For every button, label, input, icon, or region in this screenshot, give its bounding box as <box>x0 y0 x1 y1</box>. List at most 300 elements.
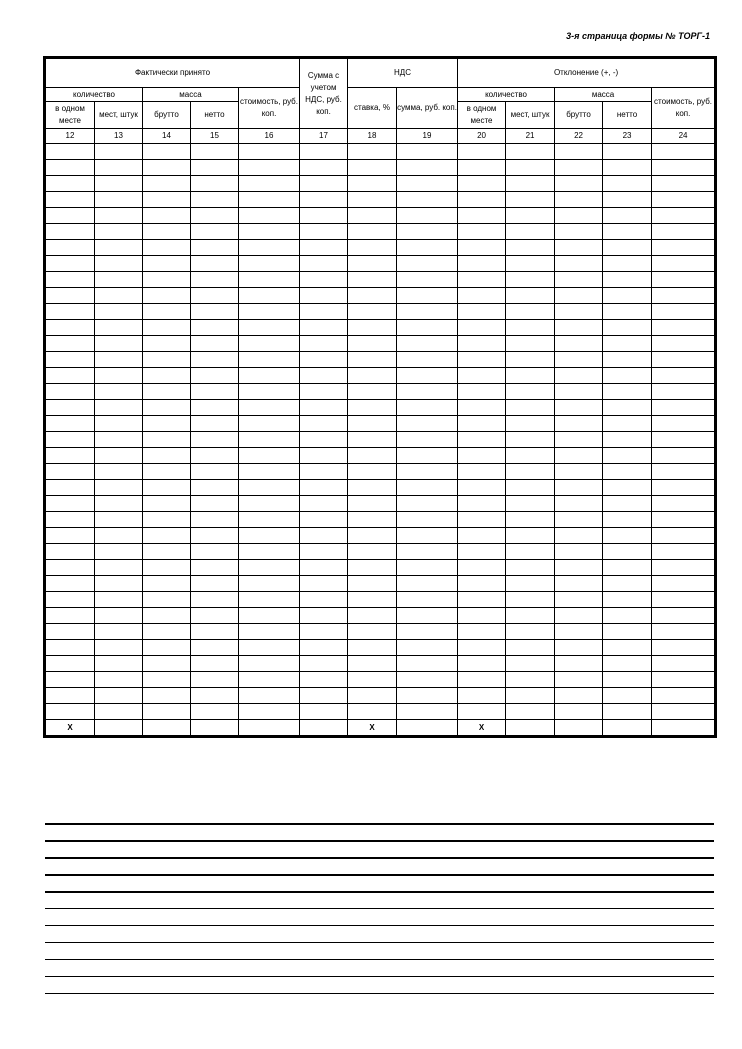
table-cell[interactable] <box>397 224 458 240</box>
table-cell[interactable] <box>555 576 603 592</box>
table-cell[interactable] <box>95 336 143 352</box>
table-cell[interactable] <box>348 560 397 576</box>
table-cell[interactable] <box>191 400 239 416</box>
table-cell[interactable] <box>652 560 715 576</box>
table-cell[interactable] <box>458 656 506 672</box>
table-cell[interactable] <box>191 208 239 224</box>
table-cell[interactable] <box>191 528 239 544</box>
table-cell[interactable] <box>143 144 191 160</box>
table-cell[interactable] <box>300 400 348 416</box>
table-cell[interactable] <box>300 384 348 400</box>
table-cell[interactable] <box>652 624 715 640</box>
table-cell[interactable] <box>191 272 239 288</box>
table-cell[interactable] <box>95 304 143 320</box>
table-cell[interactable] <box>143 592 191 608</box>
table-cell[interactable] <box>506 512 555 528</box>
table-cell[interactable] <box>506 448 555 464</box>
table-cell[interactable] <box>300 288 348 304</box>
table-cell[interactable] <box>603 544 652 560</box>
table-cell[interactable] <box>143 640 191 656</box>
table-cell[interactable] <box>95 208 143 224</box>
table-cell[interactable] <box>458 320 506 336</box>
table-cell[interactable] <box>652 272 715 288</box>
table-cell[interactable] <box>95 320 143 336</box>
table-cell[interactable] <box>506 336 555 352</box>
table-cell[interactable] <box>555 240 603 256</box>
table-cell[interactable] <box>603 368 652 384</box>
table-cell[interactable] <box>191 256 239 272</box>
total-cell[interactable] <box>555 720 603 736</box>
table-cell[interactable] <box>239 160 300 176</box>
table-cell[interactable] <box>348 368 397 384</box>
table-cell[interactable] <box>239 496 300 512</box>
table-cell[interactable] <box>652 224 715 240</box>
total-cell[interactable]: Х <box>46 720 95 736</box>
table-cell[interactable] <box>348 288 397 304</box>
table-cell[interactable] <box>300 144 348 160</box>
table-cell[interactable] <box>506 400 555 416</box>
table-cell[interactable] <box>458 496 506 512</box>
table-cell[interactable] <box>143 624 191 640</box>
table-cell[interactable] <box>458 288 506 304</box>
table-cell[interactable] <box>458 192 506 208</box>
table-cell[interactable] <box>300 272 348 288</box>
table-cell[interactable] <box>506 320 555 336</box>
table-cell[interactable] <box>300 512 348 528</box>
table-cell[interactable] <box>506 224 555 240</box>
table-cell[interactable] <box>191 544 239 560</box>
table-cell[interactable] <box>191 480 239 496</box>
table-cell[interactable] <box>191 416 239 432</box>
table-cell[interactable] <box>458 448 506 464</box>
table-cell[interactable] <box>603 688 652 704</box>
table-cell[interactable] <box>506 432 555 448</box>
table-cell[interactable] <box>46 176 95 192</box>
table-cell[interactable] <box>95 144 143 160</box>
table-cell[interactable] <box>652 160 715 176</box>
table-cell[interactable] <box>458 624 506 640</box>
table-cell[interactable] <box>397 704 458 720</box>
table-cell[interactable] <box>191 464 239 480</box>
table-cell[interactable] <box>458 336 506 352</box>
table-cell[interactable] <box>46 416 95 432</box>
table-cell[interactable] <box>506 688 555 704</box>
table-cell[interactable] <box>458 672 506 688</box>
table-cell[interactable] <box>95 400 143 416</box>
table-cell[interactable] <box>46 560 95 576</box>
table-cell[interactable] <box>95 464 143 480</box>
table-cell[interactable] <box>555 384 603 400</box>
table-cell[interactable] <box>348 336 397 352</box>
table-cell[interactable] <box>458 688 506 704</box>
table-cell[interactable] <box>458 352 506 368</box>
table-cell[interactable] <box>397 544 458 560</box>
table-cell[interactable] <box>95 560 143 576</box>
table-cell[interactable] <box>555 528 603 544</box>
table-cell[interactable] <box>95 640 143 656</box>
table-cell[interactable] <box>239 320 300 336</box>
table-cell[interactable] <box>397 192 458 208</box>
table-cell[interactable] <box>506 496 555 512</box>
table-cell[interactable] <box>95 288 143 304</box>
table-cell[interactable] <box>555 208 603 224</box>
table-cell[interactable] <box>652 288 715 304</box>
table-cell[interactable] <box>555 512 603 528</box>
table-cell[interactable] <box>397 608 458 624</box>
table-cell[interactable] <box>603 496 652 512</box>
table-cell[interactable] <box>191 432 239 448</box>
table-cell[interactable] <box>603 624 652 640</box>
table-cell[interactable] <box>555 640 603 656</box>
table-cell[interactable] <box>239 192 300 208</box>
table-cell[interactable] <box>397 656 458 672</box>
table-cell[interactable] <box>652 496 715 512</box>
table-cell[interactable] <box>603 480 652 496</box>
table-cell[interactable] <box>191 640 239 656</box>
table-cell[interactable] <box>458 480 506 496</box>
table-cell[interactable] <box>397 672 458 688</box>
table-cell[interactable] <box>239 336 300 352</box>
total-cell[interactable] <box>506 720 555 736</box>
table-cell[interactable] <box>397 464 458 480</box>
table-cell[interactable] <box>506 384 555 400</box>
table-cell[interactable] <box>95 496 143 512</box>
table-cell[interactable] <box>143 240 191 256</box>
table-cell[interactable] <box>652 176 715 192</box>
table-cell[interactable] <box>191 448 239 464</box>
table-cell[interactable] <box>300 160 348 176</box>
table-cell[interactable] <box>506 528 555 544</box>
table-cell[interactable] <box>397 592 458 608</box>
table-cell[interactable] <box>143 496 191 512</box>
total-cell[interactable] <box>300 720 348 736</box>
table-cell[interactable] <box>191 560 239 576</box>
table-cell[interactable] <box>239 640 300 656</box>
table-cell[interactable] <box>300 528 348 544</box>
table-cell[interactable] <box>46 656 95 672</box>
table-cell[interactable] <box>191 608 239 624</box>
table-cell[interactable] <box>652 304 715 320</box>
table-cell[interactable] <box>46 592 95 608</box>
table-cell[interactable] <box>348 576 397 592</box>
table-cell[interactable] <box>95 608 143 624</box>
table-cell[interactable] <box>555 272 603 288</box>
table-cell[interactable] <box>143 256 191 272</box>
table-cell[interactable] <box>300 464 348 480</box>
table-cell[interactable] <box>397 624 458 640</box>
table-cell[interactable] <box>46 384 95 400</box>
table-cell[interactable] <box>46 464 95 480</box>
table-cell[interactable] <box>603 224 652 240</box>
table-cell[interactable] <box>95 592 143 608</box>
total-cell[interactable] <box>603 720 652 736</box>
table-cell[interactable] <box>191 320 239 336</box>
table-cell[interactable] <box>458 208 506 224</box>
table-cell[interactable] <box>348 208 397 224</box>
table-cell[interactable] <box>652 416 715 432</box>
table-cell[interactable] <box>300 656 348 672</box>
table-cell[interactable] <box>239 464 300 480</box>
table-cell[interactable] <box>143 288 191 304</box>
table-cell[interactable] <box>555 256 603 272</box>
table-cell[interactable] <box>348 480 397 496</box>
table-cell[interactable] <box>191 656 239 672</box>
table-cell[interactable] <box>397 400 458 416</box>
table-cell[interactable] <box>143 512 191 528</box>
table-cell[interactable] <box>397 304 458 320</box>
table-cell[interactable] <box>603 640 652 656</box>
table-cell[interactable] <box>555 432 603 448</box>
total-cell[interactable] <box>143 720 191 736</box>
table-cell[interactable] <box>652 240 715 256</box>
table-cell[interactable] <box>46 512 95 528</box>
table-cell[interactable] <box>239 624 300 640</box>
table-cell[interactable] <box>46 272 95 288</box>
table-cell[interactable] <box>458 240 506 256</box>
table-cell[interactable] <box>603 464 652 480</box>
table-cell[interactable] <box>300 576 348 592</box>
table-cell[interactable] <box>95 368 143 384</box>
table-cell[interactable] <box>143 656 191 672</box>
table-cell[interactable] <box>300 208 348 224</box>
table-cell[interactable] <box>239 256 300 272</box>
table-cell[interactable] <box>603 400 652 416</box>
table-cell[interactable] <box>397 496 458 512</box>
table-cell[interactable] <box>191 288 239 304</box>
table-cell[interactable] <box>46 368 95 384</box>
table-cell[interactable] <box>458 272 506 288</box>
table-cell[interactable] <box>506 176 555 192</box>
table-cell[interactable] <box>555 544 603 560</box>
table-cell[interactable] <box>239 544 300 560</box>
table-cell[interactable] <box>95 272 143 288</box>
table-cell[interactable] <box>239 560 300 576</box>
table-cell[interactable] <box>239 208 300 224</box>
table-cell[interactable] <box>348 272 397 288</box>
table-cell[interactable] <box>397 368 458 384</box>
table-cell[interactable] <box>95 656 143 672</box>
table-cell[interactable] <box>555 176 603 192</box>
table-cell[interactable] <box>348 608 397 624</box>
table-cell[interactable] <box>239 608 300 624</box>
table-cell[interactable] <box>300 672 348 688</box>
table-cell[interactable] <box>506 368 555 384</box>
table-cell[interactable] <box>348 160 397 176</box>
table-cell[interactable] <box>46 480 95 496</box>
table-cell[interactable] <box>555 144 603 160</box>
table-cell[interactable] <box>191 672 239 688</box>
table-cell[interactable] <box>397 384 458 400</box>
table-cell[interactable] <box>603 512 652 528</box>
table-cell[interactable] <box>603 304 652 320</box>
table-cell[interactable] <box>652 320 715 336</box>
table-cell[interactable] <box>506 304 555 320</box>
table-cell[interactable] <box>46 336 95 352</box>
table-cell[interactable] <box>603 336 652 352</box>
table-cell[interactable] <box>300 320 348 336</box>
table-cell[interactable] <box>458 592 506 608</box>
table-cell[interactable] <box>348 592 397 608</box>
table-cell[interactable] <box>143 176 191 192</box>
table-cell[interactable] <box>555 464 603 480</box>
table-cell[interactable] <box>458 560 506 576</box>
table-cell[interactable] <box>652 208 715 224</box>
table-cell[interactable] <box>191 576 239 592</box>
table-cell[interactable] <box>239 672 300 688</box>
table-cell[interactable] <box>95 384 143 400</box>
table-cell[interactable] <box>348 496 397 512</box>
table-cell[interactable] <box>46 608 95 624</box>
table-cell[interactable] <box>652 192 715 208</box>
table-cell[interactable] <box>239 432 300 448</box>
table-cell[interactable] <box>348 688 397 704</box>
table-cell[interactable] <box>95 432 143 448</box>
table-cell[interactable] <box>143 208 191 224</box>
table-cell[interactable] <box>239 304 300 320</box>
table-cell[interactable] <box>239 592 300 608</box>
table-cell[interactable] <box>555 400 603 416</box>
table-cell[interactable] <box>143 704 191 720</box>
table-cell[interactable] <box>46 496 95 512</box>
table-cell[interactable] <box>239 416 300 432</box>
table-cell[interactable] <box>555 352 603 368</box>
table-cell[interactable] <box>652 256 715 272</box>
table-cell[interactable] <box>348 176 397 192</box>
table-cell[interactable] <box>348 240 397 256</box>
table-cell[interactable] <box>239 176 300 192</box>
table-cell[interactable] <box>458 512 506 528</box>
table-cell[interactable] <box>191 624 239 640</box>
table-cell[interactable] <box>143 336 191 352</box>
table-cell[interactable] <box>397 208 458 224</box>
table-cell[interactable] <box>458 160 506 176</box>
table-cell[interactable] <box>348 640 397 656</box>
table-cell[interactable] <box>458 176 506 192</box>
table-cell[interactable] <box>397 320 458 336</box>
table-cell[interactable] <box>46 528 95 544</box>
table-cell[interactable] <box>458 432 506 448</box>
table-cell[interactable] <box>239 448 300 464</box>
table-cell[interactable] <box>506 256 555 272</box>
table-cell[interactable] <box>95 416 143 432</box>
table-cell[interactable] <box>555 448 603 464</box>
table-cell[interactable] <box>191 144 239 160</box>
table-cell[interactable] <box>603 656 652 672</box>
table-cell[interactable] <box>348 224 397 240</box>
table-cell[interactable] <box>603 352 652 368</box>
table-cell[interactable] <box>46 704 95 720</box>
table-cell[interactable] <box>348 544 397 560</box>
table-cell[interactable] <box>95 528 143 544</box>
table-cell[interactable] <box>348 384 397 400</box>
table-cell[interactable] <box>143 672 191 688</box>
table-cell[interactable] <box>95 224 143 240</box>
table-cell[interactable] <box>603 384 652 400</box>
table-cell[interactable] <box>555 224 603 240</box>
total-cell[interactable] <box>652 720 715 736</box>
table-cell[interactable] <box>300 640 348 656</box>
table-cell[interactable] <box>191 496 239 512</box>
table-cell[interactable] <box>555 672 603 688</box>
table-cell[interactable] <box>555 608 603 624</box>
table-cell[interactable] <box>652 592 715 608</box>
table-cell[interactable] <box>143 576 191 592</box>
table-cell[interactable] <box>458 416 506 432</box>
table-cell[interactable] <box>300 544 348 560</box>
table-cell[interactable] <box>143 432 191 448</box>
table-cell[interactable] <box>652 384 715 400</box>
table-cell[interactable] <box>300 592 348 608</box>
table-cell[interactable] <box>46 240 95 256</box>
table-cell[interactable] <box>95 256 143 272</box>
table-cell[interactable] <box>603 176 652 192</box>
table-cell[interactable] <box>555 336 603 352</box>
table-cell[interactable] <box>348 432 397 448</box>
table-cell[interactable] <box>603 576 652 592</box>
table-cell[interactable] <box>143 560 191 576</box>
table-cell[interactable] <box>397 160 458 176</box>
table-cell[interactable] <box>603 256 652 272</box>
table-cell[interactable] <box>95 192 143 208</box>
table-cell[interactable] <box>603 144 652 160</box>
table-cell[interactable] <box>239 512 300 528</box>
total-cell[interactable] <box>239 720 300 736</box>
table-cell[interactable] <box>46 160 95 176</box>
table-cell[interactable] <box>603 592 652 608</box>
table-cell[interactable] <box>458 464 506 480</box>
table-cell[interactable] <box>603 672 652 688</box>
table-cell[interactable] <box>397 336 458 352</box>
table-cell[interactable] <box>506 352 555 368</box>
table-cell[interactable] <box>348 672 397 688</box>
table-cell[interactable] <box>348 304 397 320</box>
table-cell[interactable] <box>652 336 715 352</box>
table-cell[interactable] <box>506 544 555 560</box>
table-cell[interactable] <box>397 560 458 576</box>
table-cell[interactable] <box>143 320 191 336</box>
table-cell[interactable] <box>652 448 715 464</box>
table-cell[interactable] <box>397 512 458 528</box>
table-cell[interactable] <box>46 304 95 320</box>
table-cell[interactable] <box>46 400 95 416</box>
total-cell[interactable] <box>95 720 143 736</box>
table-cell[interactable] <box>458 384 506 400</box>
table-cell[interactable] <box>143 480 191 496</box>
table-cell[interactable] <box>300 496 348 512</box>
table-cell[interactable] <box>652 512 715 528</box>
table-cell[interactable] <box>46 288 95 304</box>
table-cell[interactable] <box>46 624 95 640</box>
table-cell[interactable] <box>46 640 95 656</box>
table-cell[interactable] <box>652 640 715 656</box>
table-cell[interactable] <box>46 576 95 592</box>
table-cell[interactable] <box>506 672 555 688</box>
table-cell[interactable] <box>300 448 348 464</box>
table-cell[interactable] <box>555 704 603 720</box>
table-cell[interactable] <box>397 448 458 464</box>
table-cell[interactable] <box>348 320 397 336</box>
table-cell[interactable] <box>555 192 603 208</box>
table-cell[interactable] <box>397 480 458 496</box>
table-cell[interactable] <box>397 240 458 256</box>
total-cell[interactable]: Х <box>458 720 506 736</box>
table-cell[interactable] <box>458 608 506 624</box>
table-cell[interactable] <box>458 704 506 720</box>
table-cell[interactable] <box>348 512 397 528</box>
table-cell[interactable] <box>300 352 348 368</box>
table-cell[interactable] <box>143 272 191 288</box>
table-cell[interactable] <box>300 192 348 208</box>
